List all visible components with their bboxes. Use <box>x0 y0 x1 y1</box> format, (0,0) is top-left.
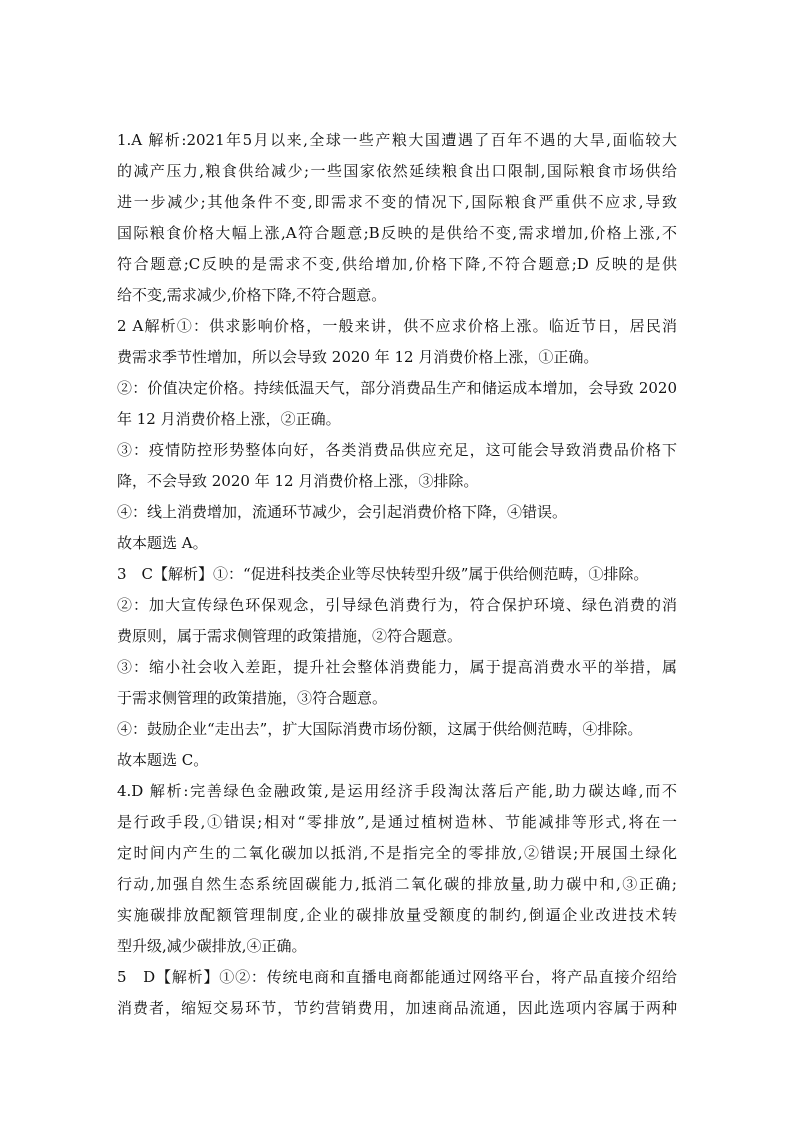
answer-q3 <box>117 559 677 776</box>
answer-line: ③：缩小社会收入差距，提升社会整体消费能力，属于提高消费水平的举措，属 <box>117 658 677 676</box>
answer-line: 消费者，缩短交易环节，节约营销费用，加速商品流通，因此选项内容属于两种 <box>117 999 677 1017</box>
answer-line: 给不变,需求减少,价格下降,不符合题意。 <box>117 286 387 304</box>
answer-line: 5 D【解析】①②：传统电商和直播电商都能通过网络平台，将产品直接介绍给 <box>117 968 677 986</box>
answer-line: 1.A 解析:2021年5月以来,全球一些产粮大国遭遇了百年不遇的大旱,面临较大 <box>117 131 677 149</box>
answer-line: ②：加大宣传绿色环保观念，引导绿色消费行为，符合保护环境、绿色消费的消 <box>117 596 677 614</box>
answer-line: 定时间内产生的二氧化碳加以抵消,不是指完全的零排放,②错误;开展国土绿化 <box>117 844 677 862</box>
answer-q4 <box>117 776 677 962</box>
answer-line: ④：线上消费增加，流通环节减少，会引起消费价格下降，④错误。 <box>117 503 568 521</box>
answer-line: 型升级,减少碳排放,④正确。 <box>117 937 307 955</box>
answer-line: 年 12 月消费价格上涨，②正确。 <box>117 410 341 428</box>
answer-line: 实施碳排放配额管理制度,企业的碳排放量受额度的制约,倒逼企业改进技术转 <box>117 906 677 924</box>
answer-line: 行动,加强自然生态系统固碳能力,抵消二氧化碳的排放量,助力碳中和,③正确; <box>117 875 677 893</box>
answer-line: 故本题选 C。 <box>117 751 209 769</box>
answer-line: 4.D 解析:完善绿色金融政策,是运用经济手段淘汰落后产能,助力碳达峰,而不 <box>117 782 677 800</box>
answer-line: 是行政手段,①错误;相对“零排放”,是通过植树造林、节能减排等形式,将在一 <box>117 813 677 831</box>
answer-line: 国际粮食价格大幅上涨,A符合题意;B反映的是供给不变,需求增加,价格上涨,不 <box>117 224 677 242</box>
answer-line: 于需求侧管理的政策措施，③符合题意。 <box>117 689 388 707</box>
answer-line: ③：疫情防控形势整体向好，各类消费品供应充足，这可能会导致消费品价格下 <box>117 441 677 459</box>
answer-line: 费原则，属于需求侧管理的政策措施，②符合题意。 <box>117 627 463 645</box>
answer-line: 降，不会导致 2020 年 12 月消费价格上涨，③排除。 <box>117 472 479 490</box>
answer-line: ②：价值决定价格。持续低温天气，部分消费品生产和储运成本增加，会导致 2020 <box>117 379 677 397</box>
answer-line: 费需求季节性增加，所以会导致 2020 年 12 月消费价格上涨，①正确。 <box>117 348 599 366</box>
answer-line: 2 A解析①：供求影响价格，一般来讲，供不应求价格上涨。临近节日，居民消 <box>117 317 677 335</box>
answer-q2 <box>117 311 677 559</box>
answer-q1 <box>117 125 677 311</box>
answer-line: 进一步减少;其他条件不变,即需求不变的情况下,国际粮食严重供不应求,导致 <box>117 193 677 211</box>
answer-line: ④：鼓励企业“走出去”，扩大国际消费市场份额，这属于供给侧范畴，④排除。 <box>117 720 643 738</box>
answer-line: 的减产压力,粮食供给减少;一些国家依然延续粮食出口限制,国际粮食市场供给 <box>117 162 677 180</box>
answer-q5 <box>117 962 677 1024</box>
answer-line: 符合题意;C反映的是需求不变,供给增加,价格下降,不符合题意;D 反映的是供 <box>117 255 677 273</box>
answer-line: 故本题选 A。 <box>117 534 208 552</box>
answer-line: 3 C【解析】①：“促进科技类企业等尽快转型升级”属于供给侧范畴，①排除。 <box>117 565 649 583</box>
